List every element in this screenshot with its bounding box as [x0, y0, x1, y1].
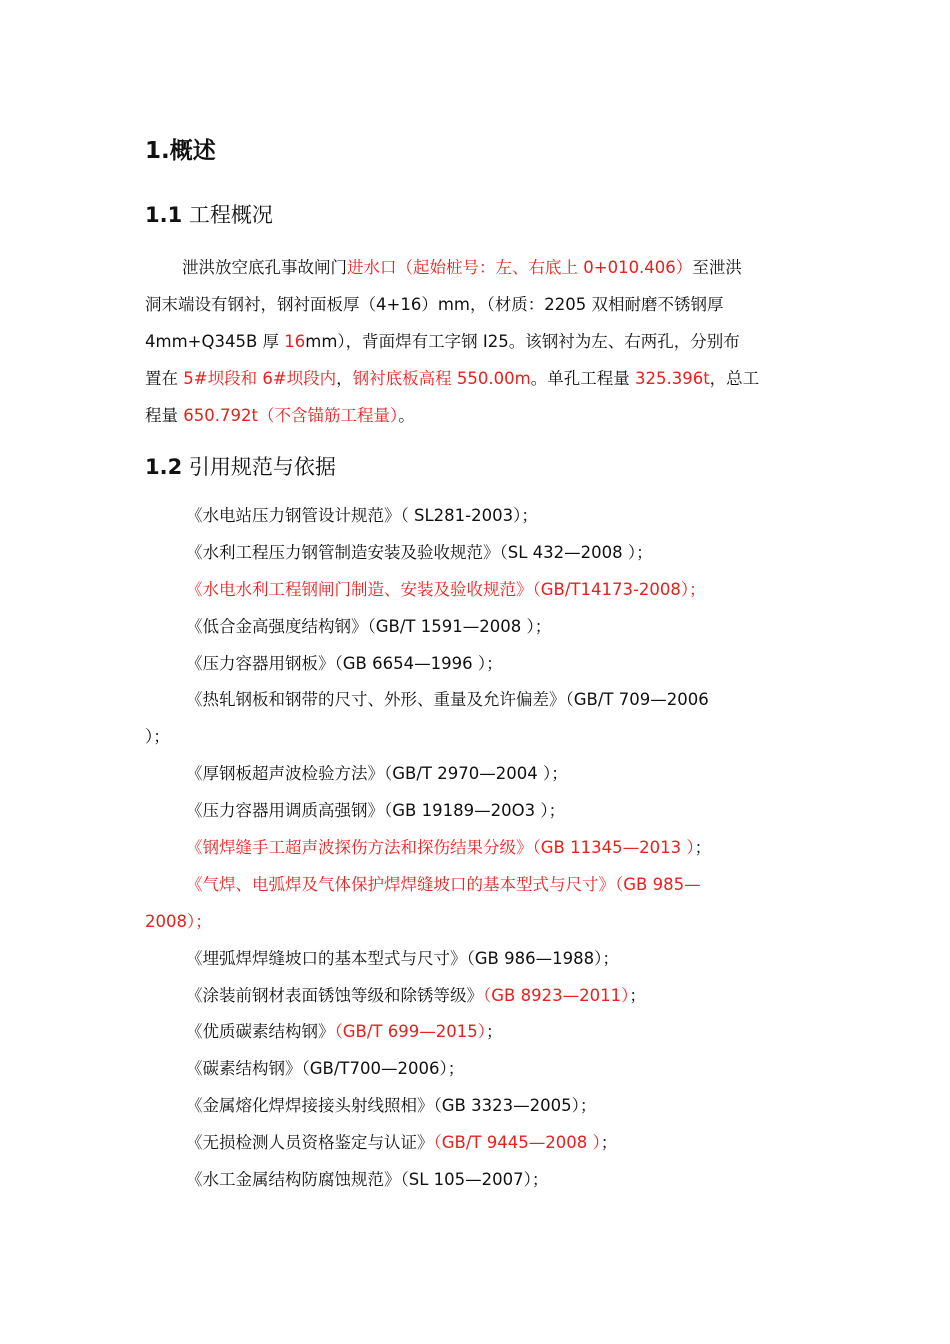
text-run: ，	[336, 369, 353, 388]
text-run: 洞末端设有钢衬，钢衬面板厚（4+16）mm，（材质：2205 双相耐磨不锈钢厚	[145, 295, 724, 314]
text-run: 《热轧钢板和钢带的尺寸、外形、重量及允许偏差》（GB/T 709—2006	[186, 690, 709, 710]
section-title: 工程概况	[188, 203, 273, 227]
highlighted-text: （GB 8923—2011）	[483, 985, 630, 1005]
text-run: ）；	[145, 727, 170, 747]
text-run: 。单孔工程量	[530, 369, 635, 388]
reference-item	[145, 867, 808, 941]
project-overview-paragraph	[145, 249, 808, 434]
paragraph-line	[145, 360, 808, 397]
text-run: 《埋弧焊焊缝坡口的基本型式与尺寸》（GB 986—1988）；	[186, 948, 619, 968]
text-run: mm），背面焊有工字钢 I25。该钢衬为左、右两孔，分别布	[305, 332, 740, 351]
text-run: 。	[398, 406, 415, 425]
reference-item	[145, 682, 808, 756]
paragraph-line	[145, 286, 808, 323]
paragraph-line	[145, 323, 808, 360]
section-title: 引用规范与依据	[188, 455, 336, 479]
section-number: 1.2	[145, 455, 183, 479]
text-run: 《金属熔化焊焊接接头射线照相》（GB 3323—2005）；	[186, 1096, 597, 1116]
reference-item	[145, 1014, 808, 1051]
section-heading-overview	[145, 198, 273, 232]
chapter-heading: 1.概述	[145, 138, 216, 164]
reference-item	[145, 535, 808, 572]
reference-item	[145, 978, 808, 1015]
text-run: ；	[694, 838, 712, 858]
highlighted-text: 《气焊、电弧焊及气体保护焊焊缝坡口的基本型式与尺寸》（GB 985—	[186, 874, 701, 894]
highlighted-text: 《钢焊缝手工超声波探伤方法和探伤结果分级》（GB 11345—2013 ）	[186, 838, 695, 858]
highlighted-text: 进水口（起始桩号：左、右底上 0+010.406）	[347, 258, 693, 277]
highlighted-text: 16	[284, 332, 306, 351]
text-run: 4mm+Q345B 厚	[145, 332, 285, 351]
text-run: ；	[485, 1022, 503, 1042]
text-run: 《无损检测人员资格鉴定与认证》	[186, 1133, 434, 1153]
reference-item	[145, 572, 808, 609]
text-run: 《碳素结构钢》（GB/T700—2006）；	[186, 1059, 465, 1079]
highlighted-text: （GB/T 9445—2008 ）	[433, 1133, 601, 1153]
text-run: 《低合金高强度结构钢》（GB/T 1591—2008 ）；	[186, 616, 552, 636]
highlighted-text: 5#坝段和 6#坝段内	[183, 369, 337, 388]
highlighted-text: 650.792t（不含锚筋工程量）	[183, 406, 399, 425]
section-heading-references	[145, 450, 336, 484]
text-run: 《压力容器用调质高强钢》（GB 19189—20O3 ）；	[186, 801, 566, 821]
reference-item	[145, 498, 808, 535]
text-run: 《厚钢板超声波检验方法》（GB/T 2970—2004 ）；	[186, 764, 568, 784]
text-run: 《优质碳素结构钢》	[186, 1022, 335, 1042]
text-run: 《水利工程压力钢管制造安装及验收规范》（SL 432—2008 ）；	[186, 542, 653, 562]
paragraph-line	[145, 397, 808, 434]
text-run: 《涂装前钢材表面锈蚀等级和除锈等级》	[186, 985, 483, 1005]
text-run: 《水工金属结构防腐蚀规范》（SL 105—2007）；	[186, 1170, 549, 1190]
section-number: 1.1	[145, 203, 183, 227]
reference-item	[145, 830, 808, 867]
reference-item	[145, 1051, 808, 1088]
reference-item	[145, 941, 808, 978]
reference-line	[145, 682, 808, 719]
text-run: 置在	[145, 369, 184, 388]
reference-list	[145, 498, 808, 1199]
text-run: ；	[629, 985, 646, 1005]
text-run: 《水电站压力钢管设计规范》（ SL281-2003）；	[186, 506, 538, 525]
reference-line	[145, 867, 808, 904]
text-run: ；	[600, 1133, 618, 1153]
highlighted-text: 325.396t	[634, 369, 710, 388]
highlighted-text: 钢衬底板高程 550.00m	[352, 369, 531, 388]
paragraph-line	[145, 249, 808, 286]
text-run: 《压力容器用钢板》（GB 6654—1996 ）；	[186, 653, 503, 673]
text-run: ，总工	[709, 369, 760, 388]
text-run: 泄洪放空底孔事故闸门	[182, 258, 347, 277]
reference-item	[145, 609, 808, 646]
reference-item	[145, 793, 808, 830]
text-run: 程量	[145, 406, 184, 425]
reference-item	[145, 646, 808, 683]
reference-item	[145, 1162, 808, 1199]
highlighted-text: 2008）；	[145, 911, 212, 931]
reference-line	[145, 904, 808, 941]
reference-item	[145, 1088, 808, 1125]
reference-item	[145, 1125, 808, 1162]
text-run: 至泄洪	[692, 258, 742, 277]
highlighted-text: （GB/T 699—2015）	[334, 1022, 486, 1042]
highlighted-text: 《水电水利工程钢闸门制造、安装及验收规范》（GB/T14173-2008）；	[186, 579, 706, 599]
reference-item	[145, 756, 808, 793]
reference-line	[145, 719, 808, 756]
